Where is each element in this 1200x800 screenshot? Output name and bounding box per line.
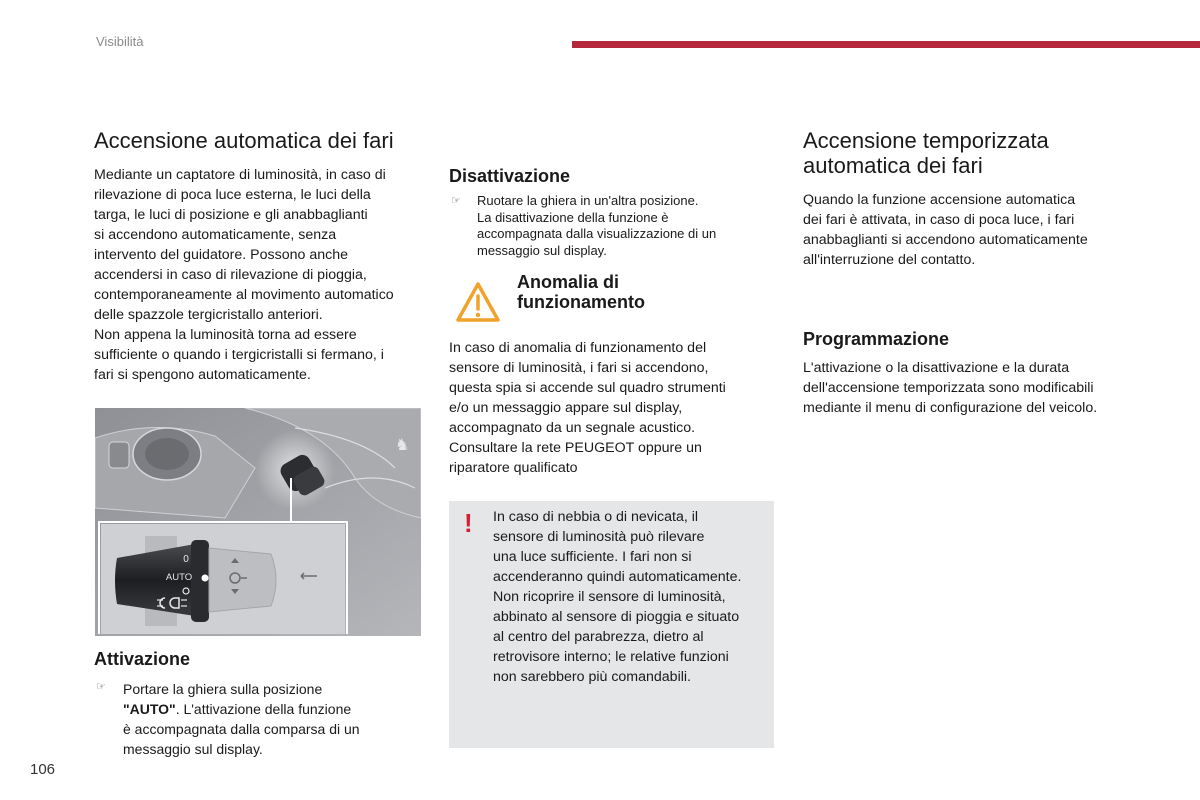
anomalia-line: sensore di luminosità, i fari si accendono, xyxy=(449,360,709,376)
section-label: Visibilità xyxy=(96,34,144,49)
anomalia-line: riparatore qualificato xyxy=(449,460,578,476)
warning-exclamation-icon: ! xyxy=(464,508,473,538)
intro-line: accendersi in caso di rilevazione di pioggia, xyxy=(94,267,367,283)
attivazione-text-line: è accompagnata dalla comparsa di un xyxy=(123,721,360,737)
warning-line: sensore di luminosità può rilevare xyxy=(493,529,705,545)
anomalia-heading-line2: funzionamento xyxy=(517,292,645,312)
svg-text:♞: ♞ xyxy=(395,437,410,454)
auto-position-dot xyxy=(202,575,209,582)
disattivazione-bullet xyxy=(451,193,771,259)
intro-line: delle spazzole tergicristallo anteriori. xyxy=(94,307,323,323)
pointing-hand-icon: ☞ xyxy=(451,195,461,207)
warning-line: accenderanno quindi automaticamente. xyxy=(493,569,742,585)
anomalia-line: questa spia si accende sul quadro strumenti xyxy=(449,380,726,396)
timed-intro-line: dei fari è attivata, in caso di poca luce, i fari xyxy=(803,212,1075,228)
attivazione-heading: Attivazione xyxy=(94,649,191,669)
timed-intro-line: Quando la funzione accensione automatica xyxy=(803,192,1076,208)
intro-line: fari si spengono automaticamente. xyxy=(94,367,311,383)
intro-line: sufficiente o quando i tergicristalli si fermano, i xyxy=(94,347,384,363)
pointing-hand-icon: ☞ xyxy=(96,681,106,693)
warning-line: una luce sufficiente. I fari non si xyxy=(493,549,692,565)
anomalia-heading-line1: Anomalia di xyxy=(517,272,620,292)
disattivazione-line: messaggio sul display. xyxy=(477,242,607,258)
intro-line: contemporaneamente al movimento automatico xyxy=(94,287,394,303)
attivazione-text-pre: Portare la ghiera sulla posizione xyxy=(123,681,323,697)
intro-line: targa, le luci di posizione e gli anabbaglianti xyxy=(94,207,368,223)
stalk-auto-label: AUTO xyxy=(165,572,193,583)
timed-intro-line: anabbaglianti si accendono automaticamente xyxy=(803,232,1088,248)
page-number: 106 xyxy=(30,761,56,778)
attivazione-text-after: . L'attivazione della funzione xyxy=(175,701,352,717)
attivazione-bullet xyxy=(96,679,416,759)
intro-line: rilevazione di poca luce esterna, le luci della xyxy=(94,187,371,203)
timed-intro-line: all'interruzione del contatto. xyxy=(803,252,976,268)
warning-line: non sarebbero più comandabili. xyxy=(493,669,691,685)
stalk-zero-label: 0 xyxy=(183,554,189,565)
intro-line: Non appena la luminosità torna ad essere xyxy=(94,327,357,343)
intro-line: intervento del guidatore. Possono anche xyxy=(94,247,348,263)
lighting-stalk-illustration xyxy=(95,408,421,636)
disattivazione-line: La disattivazione della funzione è xyxy=(477,209,669,225)
warning-line: retrovisore interno; le relative funzioni xyxy=(493,649,729,665)
anomalia-line: accompagnato da un segnale acustico. xyxy=(449,420,696,436)
warning-line: al centro del parabrezza, dietro al xyxy=(493,629,704,645)
warning-triangle-icon xyxy=(455,280,501,324)
programmazione-line: dell'accensione temporizzata sono modificabili xyxy=(803,380,1094,396)
timed-headlamps-title-line2: automatica dei fari xyxy=(803,153,983,178)
warning-line: abbinato al sensore di pioggia e situato xyxy=(493,609,740,625)
warning-line: Non ricoprire il sensore di luminosità, xyxy=(493,589,726,605)
intro-line: Mediante un captatore di luminosità, in caso di xyxy=(94,167,386,183)
disattivazione-line: Ruotare la ghiera in un'altra posizione. xyxy=(477,193,699,208)
anomalia-line: e/o un messaggio appare sul display, xyxy=(449,400,683,416)
header-rule xyxy=(572,41,1200,48)
programmazione-line: L'attivazione o la disattivazione e la durata xyxy=(803,360,1070,376)
programmazione-heading: Programmazione xyxy=(803,329,950,349)
dashboard-drawing xyxy=(95,408,421,636)
anomalia-line: Consultare la rete PEUGEOT oppure un xyxy=(449,440,702,456)
programmazione-line: mediante il menu di configurazione del veicolo. xyxy=(803,400,1098,416)
auto-headlamps-title: Accensione automatica dei fari xyxy=(94,128,394,153)
anomalia-line: In caso di anomalia di funzionamento del xyxy=(449,340,707,356)
warning-line: In caso di nebbia o di nevicata, il xyxy=(493,509,699,525)
disattivazione-line: accompagnata dalla visualizzazione di un xyxy=(477,226,717,241)
attivazione-text-line: messaggio sul display. xyxy=(123,741,263,757)
auto-keyword: "AUTO" xyxy=(123,701,176,717)
intro-line: si accendono automaticamente, senza xyxy=(94,227,337,243)
disattivazione-heading: Disattivazione xyxy=(449,166,571,186)
timed-headlamps-title-line1: Accensione temporizzata xyxy=(803,128,1049,153)
